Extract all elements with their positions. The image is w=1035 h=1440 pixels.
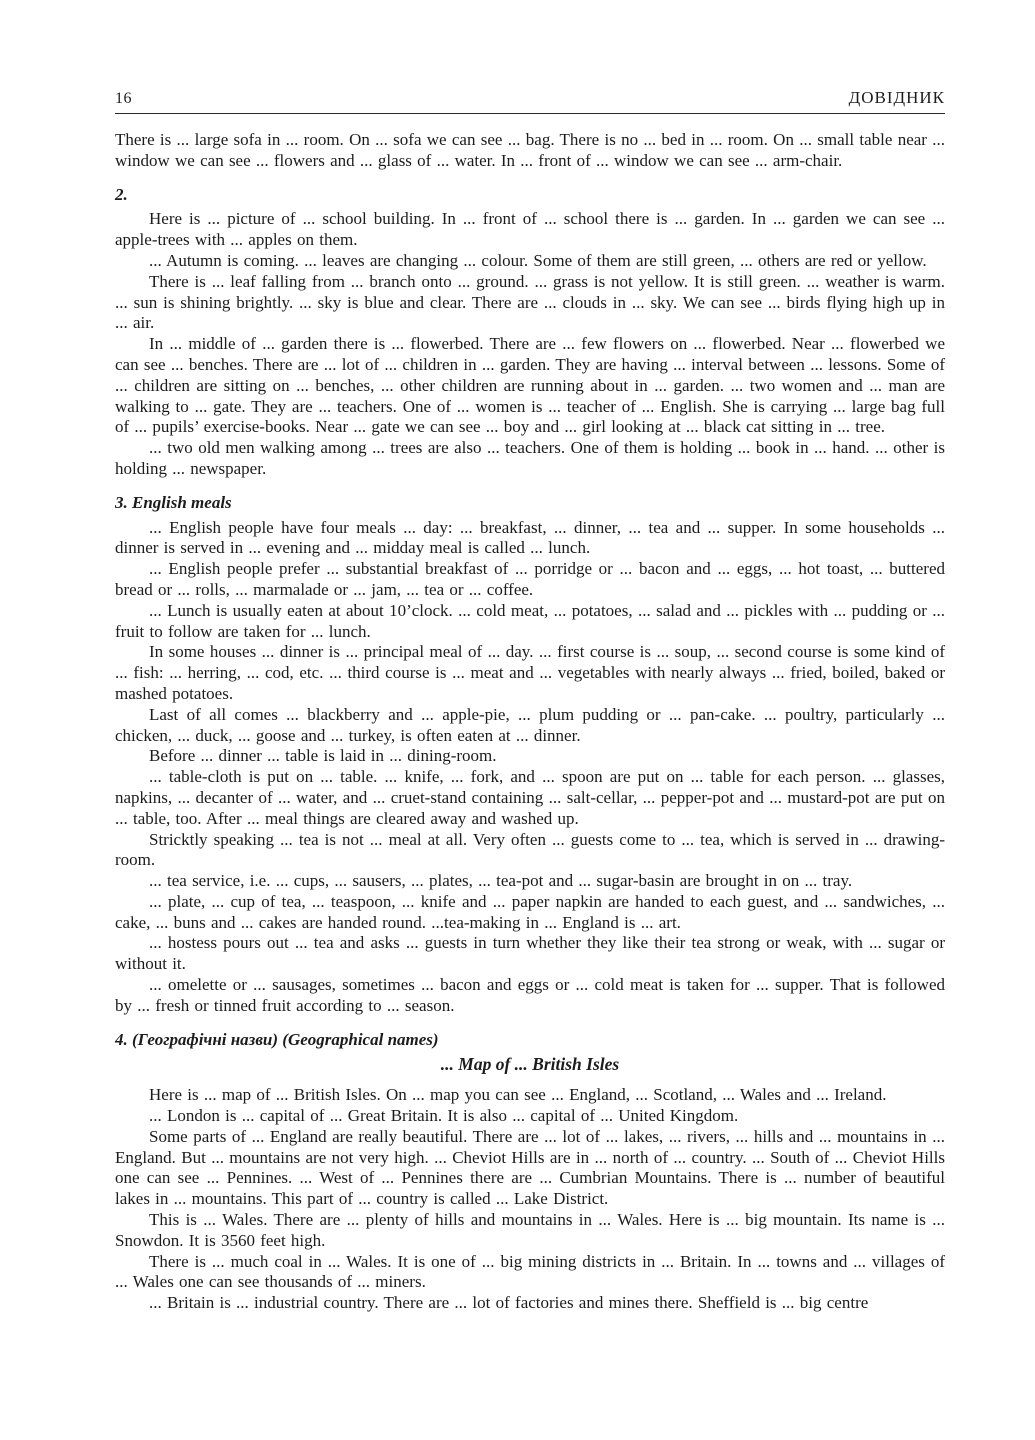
paragraph: In ... middle of ... garden there is ... flowerbed. There are ... few flowers on ... flowerbed. Near ... flowerbed we can see ... benches. There are ... lot of ... children in ... garden. They are having ... interval between ... lessons. Some of ... children are sitting on ... benches, ... other children are running about in ... garden. ... two women and ... man are walking to ... gate. They are ... teachers. One of ... women is ... teacher of ... English. She is carrying ... large bag full of ... pupils’ exercise-books. Near ... gate we can see ... boy and ... girl looking at ... black cat sitting in ... tree. (115, 334, 945, 437)
paragraph: ... Lunch is usually eaten at about 10’clock. ... cold meat, ... potatoes, ... salad and ... pickles with ... pudding or ... fruit to follow are taken for ... lunch. (115, 600, 945, 641)
running-header-title: ДОВІДНИК (848, 88, 945, 107)
paragraph: ... tea service, i.e. ... cups, ... sausers, ... plates, ... tea-pot and ... sugar-basin are brought in on ... tray. (149, 871, 853, 891)
paragraph: Some parts of ... England are really beautiful. There are ... lot of ... lakes, ... rivers, ... hills and ... mountains in ... England. But ... mountains are not very high. ... Cheviot Hills are in ... north of ... country. ... South of ... Cheviot Hills one can see ... Pennines. ... West of ... Pennines there are ... Cumbrian Mountains. There is ... number of beautiful lakes in ... mountains. This part of ... country is called ... Lake District. (115, 1126, 945, 1209)
paragraph: ... London is ... capital of ... Great Britain. It is also ... capital of ... United Kingdom. (149, 1106, 739, 1126)
paragraph: ... omelette or ... sausages, sometimes ... bacon and eggs or ... cold meat is taken for ... supper. That is followed by ... fresh or tinned fruit according to ... season. (115, 975, 945, 1015)
page-number: 16 (115, 90, 132, 107)
paragraph: ... two old men walking among ... trees are also ... teachers. One of them is holding ... book in ... hand. ... other is holding ... newspaper. (115, 438, 945, 478)
page-content (115, 130, 945, 1314)
paragraph: ... Britain is ... industrial country. There are ... lot of factories and mines there. Sheffield is ... big centre (149, 1293, 869, 1313)
paragraph: There is ... leaf falling from ... branch onto ... ground. ... grass is not yellow. It is still green. ... weather is warm. ... sun is shining brightly. ... sky is blue and clear. There are ... clouds in ... sky. We can see ... birds flying high up in ... air. (115, 271, 945, 333)
page-header (115, 88, 945, 114)
centered-subheading: ... Map of ... British Isles (440, 1054, 620, 1075)
section-heading: 3. English meals (115, 492, 232, 512)
paragraph: ... table-cloth is put on ... table. ... knife, ... fork, and ... spoon are put on ... table for each person. ... glasses, napkins, ... decanter of ... water, and ... cruet-stand containing ... salt-cellar, ... pepper-pot and ... mustard-pot are put on ... table, too. After ... meal things are cleared away and washed up. (115, 767, 945, 828)
paragraph: This is ... Wales. There are ... plenty of hills and mountains in ... Wales. Here is ... big mountain. Its name is ... Snowdon. It is 3560 feet high. (115, 1210, 945, 1250)
paragraph: Before ... dinner ... table is laid in ... dining-room. (149, 746, 497, 766)
paragraph: Here is ... picture of ... school building. In ... front of ... school there is ... garden. In ... garden we can see ... apple-trees with ... apples on them. (115, 209, 945, 250)
section-heading: 2. (115, 184, 128, 204)
paragraph: ... hostess pours out ... tea and asks ... guests in turn whether they like their tea strong or weak, with ... sugar or without it. (115, 933, 945, 974)
paragraph: ... Autumn is coming. ... leaves are changing ... colour. Some of them are still green, ... others are red or yellow. (149, 250, 927, 270)
paragraph: ... English people prefer ... substantial breakfast of ... porridge or ... bacon and ... eggs, ... hot toast, ... buttered bread or ... rolls, ... marmalade or ... jam, ... tea or ... coffee. (115, 559, 945, 599)
paragraph: ... plate, ... cup of tea, ... teaspoon, ... knife and ... paper napkin are handed to each guest, and ... sandwiches, ... cake, ... buns and ... cakes are handed round. ...tea-making in ... England is ... art. (115, 891, 945, 932)
paragraph: ... English people have four meals ... day: ... breakfast, ... dinner, ... tea and ... supper. In some households ... dinner is served in ... evening and ... midday meal is called ... lunch. (115, 517, 945, 558)
paragraph: There is ... much coal in ... Wales. It is one of ... big mining districts in ... Britain. In ... towns and ... villages of ... Wales one can see thousands of ... miners. (115, 1251, 945, 1292)
paragraph: In some houses ... dinner is ... principal meal of ... day. ... first course is ... soup, ... second course is some kind of ... fish: ... herring, ... cod, etc. ... third course is ... meat and ... vegetables with nearly always ... fried, boiled, baked or mashed potatoes. (115, 642, 945, 703)
section-heading: 4. (Географічні назви) (Geographical names) (115, 1029, 439, 1049)
paragraph: Here is ... map of ... British Isles. On ... map you can see ... England, ... Scotland, ... Wales and ... Ireland. (149, 1085, 887, 1105)
paragraph: Stricktly speaking ... tea is not ... meal at all. Very often ... guests come to ... tea, which is served in ... drawing-room. (115, 829, 945, 870)
paragraph: There is ... large sofa in ... room. On ... sofa we can see ... bag. There is no ... bed in ... room. On ... small table near ... window we can see ... flowers and ... glass of ... water. In ... front of ... window we can see ... arm-chair. (115, 130, 945, 170)
paragraph: Last of all comes ... blackberry and ... apple-pie, ... plum pudding or ... pan-cake. ... poultry, particularly ... chicken, ... duck, ... goose and ... turkey, is often eaten at ... dinner. (115, 704, 945, 745)
